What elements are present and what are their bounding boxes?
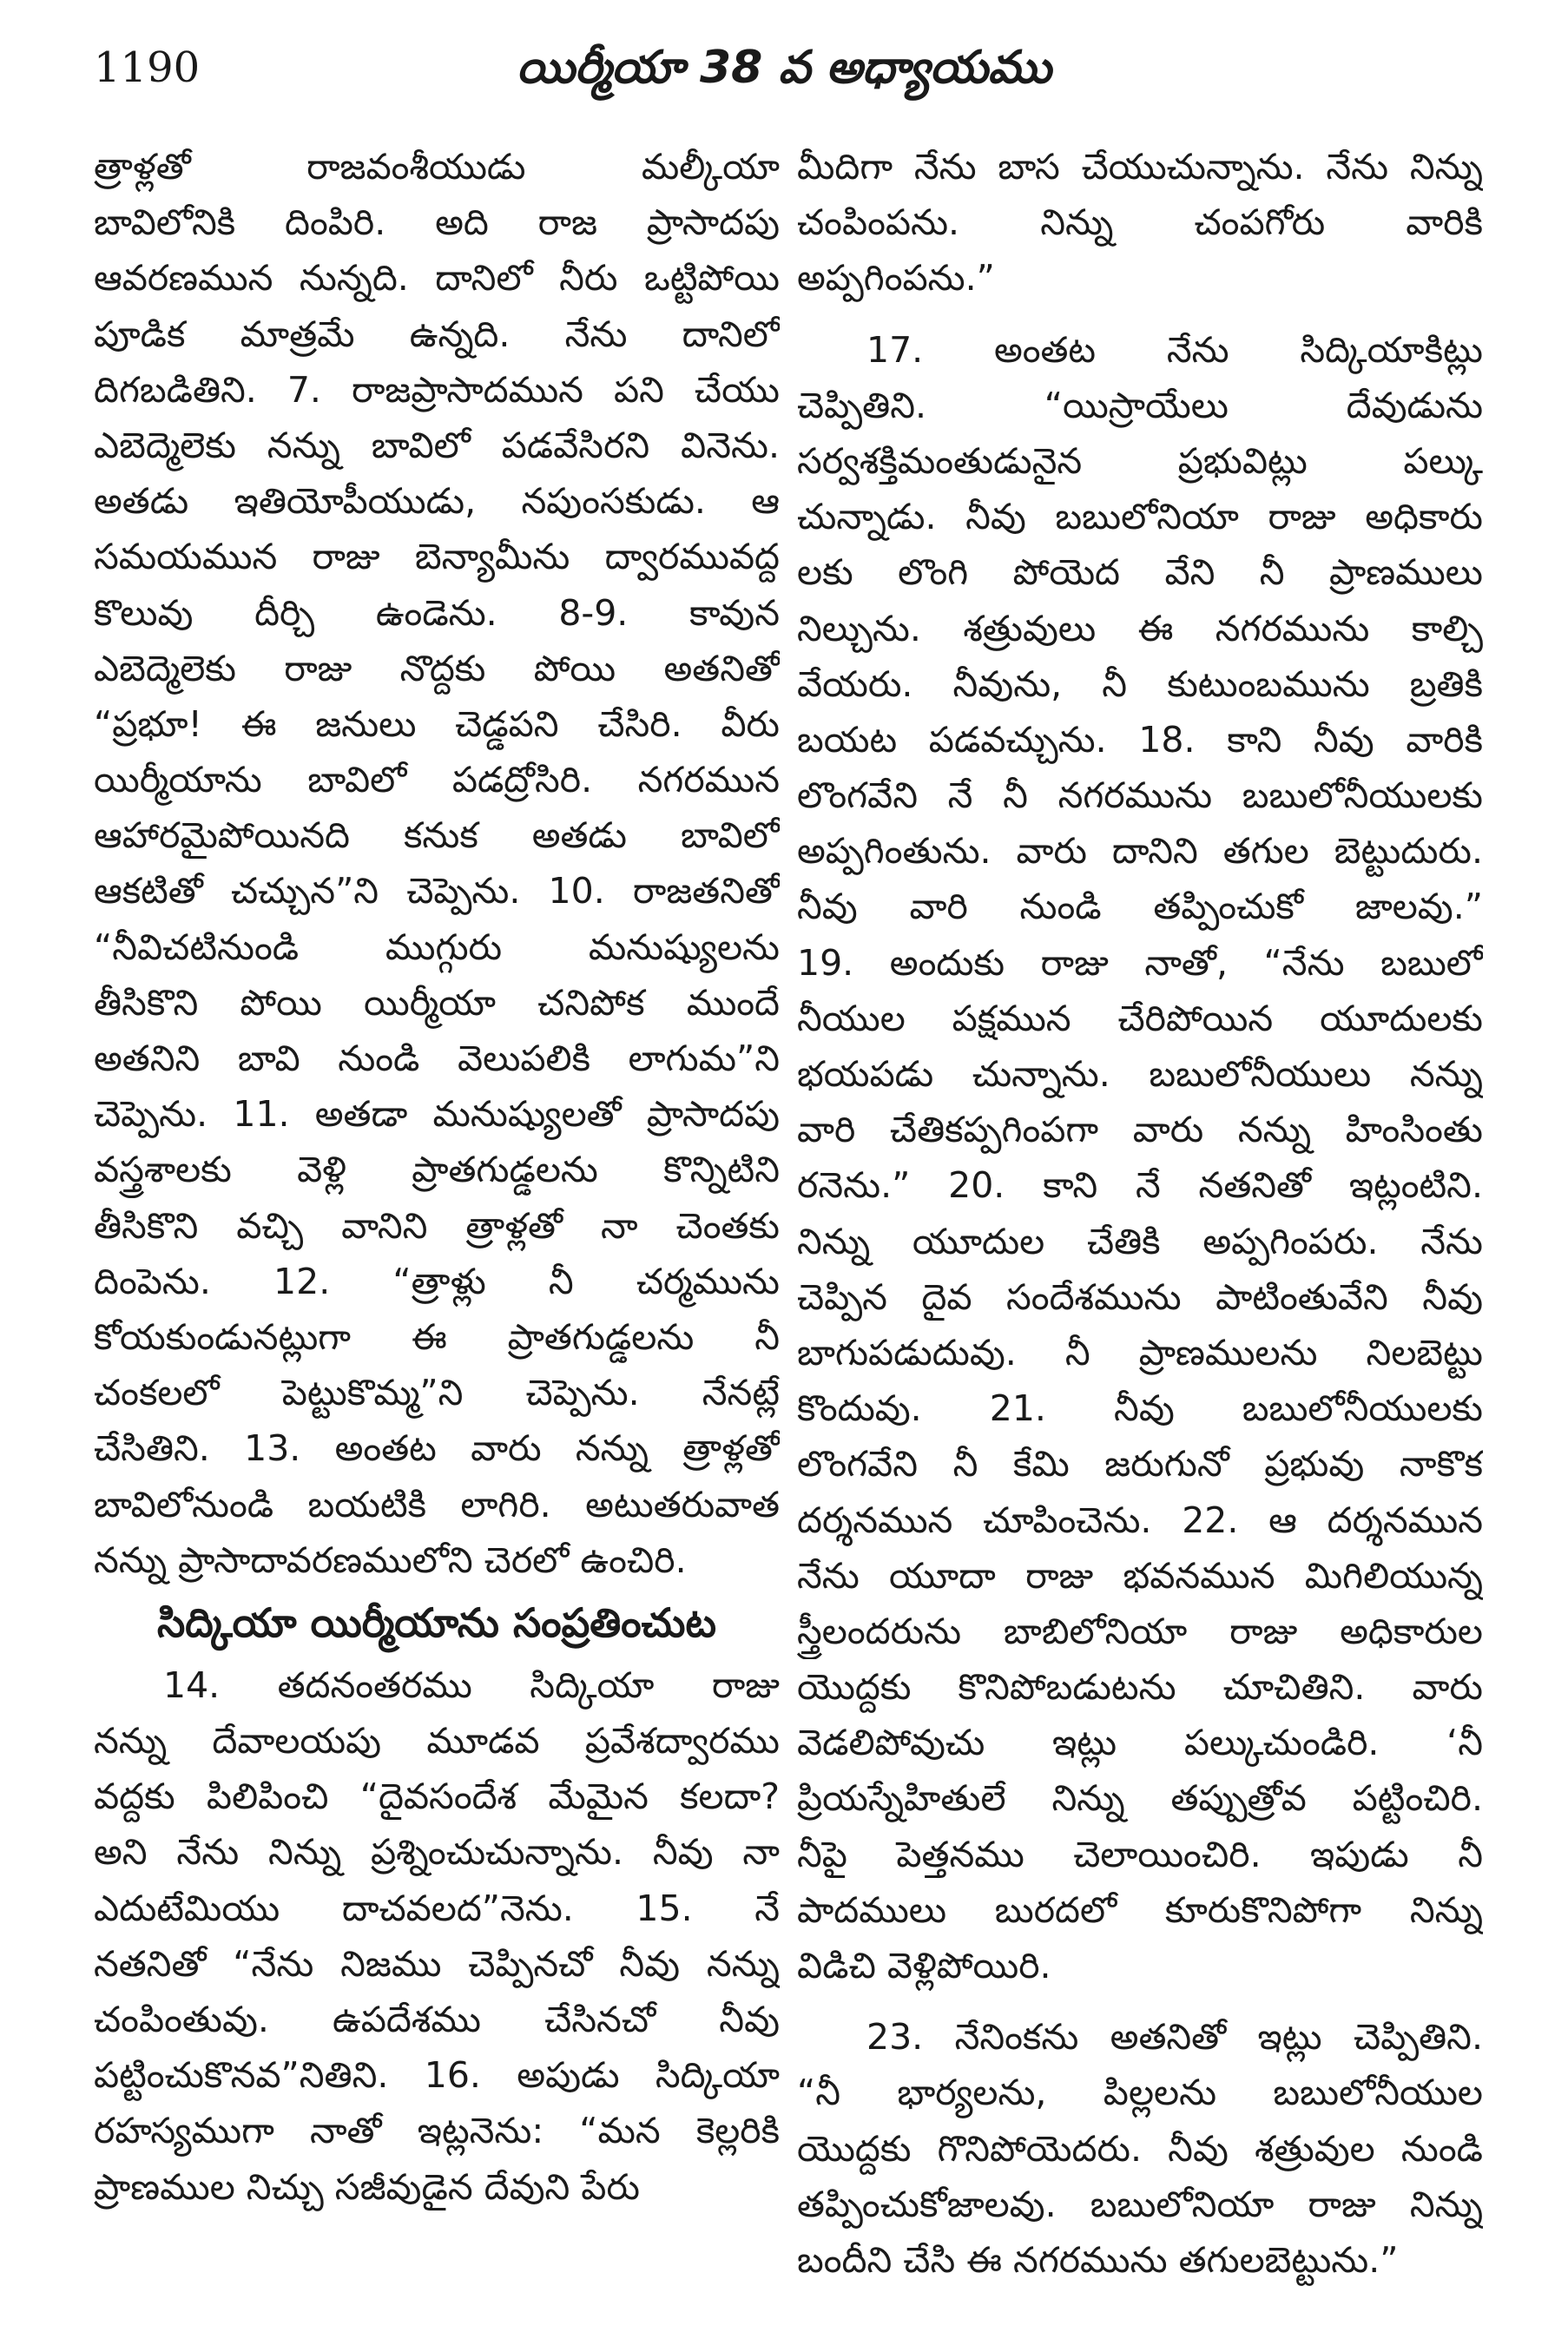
left-paragraph-14	[94, 1657, 780, 2215]
text-line: పూడిక మాత్రమే ఉన్నది. నేను దానిలో	[94, 313, 780, 355]
text-line: నేను యూదా రాజు భవనమున మిగిలియున్న	[797, 1554, 1483, 1597]
text-line: బాగుపడుదువు. నీ ప్రాణములను నిలబెట్టు	[797, 1331, 1483, 1374]
text-line: 14. తదనంతరము సిద్కియా రాజు	[163, 1664, 780, 1706]
text-line: ఎదుటేమియు దాచవలద”నెను. 15. నే	[94, 1887, 780, 1929]
text-line: కోయకుండునట్లుగా ఈ ప్రాతగుడ్డలను నీ	[94, 1315, 780, 1358]
text-line: దింపెను. 12. “త్రాళ్లు నీ చర్మమును	[94, 1260, 780, 1302]
text-line: ఆకటితో చచ్చున”ని చెప్పెను. 10. రాజతనితో	[94, 870, 780, 912]
text-line: ఆవరణమున నున్నది. దానిలో నీరు ఒట్టిపోయి	[94, 257, 780, 300]
text-line: రనెను.” 20. కాని నే నతనితో ఇట్లంటిని.	[797, 1164, 1483, 1207]
text-line: ప్రియస్నేహితులే నిన్ను తప్పుత్రోవ పట్టించిరి.	[797, 1777, 1483, 1820]
text-line: అప్పగింపను.”	[797, 257, 995, 300]
text-line: నన్ను దేవాలయపు మూడవ ప్రవేశద్వారము	[94, 1720, 780, 1762]
text-line: సమయమున రాజు బెన్యామీను ద్వారమువద్ద	[94, 536, 780, 578]
text-line: చంకలలో పెట్టుకొమ్మ”ని చెప్పెను. నేనట్లే	[94, 1372, 780, 1414]
text-line: బయట పడవచ్చును. 18. కాని నీవు వారికి	[797, 718, 1483, 761]
text-line: దర్శనమున చూపించెను. 22. ఆ దర్శనమున	[797, 1499, 1483, 1541]
text-line: చెప్పితిని. “యిస్రాయేలు దేవుడును	[797, 384, 1483, 426]
text-line: “నీవిచటినుండి ముగ్గురు మనుష్యులను	[94, 926, 780, 968]
text-line: 17. అంతట నేను సిద్కియాకిట్లు	[866, 328, 1483, 371]
text-line: అతడు ఇతియోపీయుడు, నపుంసకుడు. ఆ	[94, 480, 780, 523]
text-line: యొద్దకు కొనిపోబడుటను చూచితిని. వారు	[797, 1666, 1483, 1709]
text-line: నీపై పెత్తనము చెలాయించిరి. ఇపుడు నీ	[797, 1833, 1483, 1875]
text-line: అని నేను నిన్ను ప్రశ్నించుచున్నాను. నీవు నా	[94, 1831, 780, 1874]
text-line: లొంగవేని నే నీ నగరమును బబులోనీయులకు	[797, 774, 1483, 817]
text-line: వేయరు. నీవును, నీ కుటుంబమును బ్రతికి	[797, 662, 1483, 705]
text-line: నిల్చును. శత్రువులు ఈ నగరమును కాల్చి	[797, 607, 1483, 649]
text-line: వద్దకు పిలిపించి “దైవసందేశ మేమైన కలదా?	[94, 1776, 780, 1818]
text-line: నీవు వారి నుండి తప్పించుకో జాలవు.”	[797, 886, 1483, 928]
text-line: చంపింపను. నిన్ను చంపగోరు వారికి	[797, 201, 1483, 244]
text-line: ఆహారమైపోయినది కనుక అతడు బావిలో	[94, 814, 780, 857]
text-line: విడిచి వెళ్లిపోయిరి.	[797, 1945, 1051, 1986]
text-line: యిర్మీయాను బావిలో పడద్రోసిరి. నగరమున	[94, 759, 780, 801]
text-line: 23. నేనింకను అతనితో ఇట్లు చెప్పితిని.	[866, 2016, 1483, 2059]
text-line: కొందువు. 21. నీవు బబులోనీయులకు	[797, 1387, 1483, 1430]
right-paragraph-17	[797, 322, 1483, 1994]
text-line: బందీని చేసి ఈ నగరమును తగులబెట్టును.”	[797, 2238, 1399, 2281]
text-line: కొలువు దీర్చి ఉండెను. 8-9. కావున	[94, 591, 780, 634]
text-line: బావిలోనుండి బయటికి లాగిరి. అటుతరువాత	[94, 1483, 780, 1525]
text-line: నతనితో “నేను నిజము చెప్పినచో నీవు నన్ను	[94, 1942, 780, 1985]
text-line: చంపింతువు. ఉపదేశము చేసినచో నీవు	[94, 1999, 780, 2040]
text-line: వెడలిపోవుచు ఇట్లు పల్కుచుండిరి. ‘నీ	[797, 1722, 1483, 1764]
text-line: భయపడు చున్నాను. బబులోనీయులు నన్ను	[797, 1053, 1483, 1095]
text-line: అతనిని బావి నుండి వెలుపలికి లాగుమ”ని	[94, 1038, 780, 1079]
text-line: వారి చేతికప్పగింపగా వారు నన్ను హింసింతు	[797, 1109, 1483, 1151]
text-line: సర్వశక్తిమంతుడునైన ప్రభువిట్లు పల్కు	[797, 439, 1483, 482]
text-line: బావిలోనికి దింపిరి. అది రాజ ప్రాసాదపు	[94, 201, 780, 244]
text-line: “నీ భార్యలను, పిల్లలను బబులోనీయుల	[797, 2072, 1483, 2114]
text-line: నిన్ను యూదుల చేతికి అప్పగింపరు. నేను	[797, 1220, 1483, 1262]
text-line: “ప్రభూ! ఈ జనులు చెడ్డపని చేసిరి. వీరు	[94, 702, 780, 745]
left-column	[94, 139, 780, 2215]
text-line: నీయుల పక్షమున చేరిపోయిన యూదులకు	[797, 997, 1483, 1039]
text-line: స్త్రీలందరును బాబిలోనియా రాజు అధికారుల	[797, 1610, 1483, 1652]
right-paragraph-1	[797, 139, 1483, 306]
text-line: పట్టించుకొనవ”నితిని. 16. అపుడు సిద్కియా	[94, 2054, 780, 2097]
text-line: 19. అందుకు రాజు నాతో, “నేను బబులో	[797, 941, 1483, 984]
text-line: దిగబడితిని. 7. రాజప్రాసాదమున పని చేయు	[94, 368, 780, 411]
left-paragraph	[94, 139, 780, 1588]
section-heading: సిద్కియా యిర్మీయాను సంప్రతించుట	[157, 1598, 716, 1646]
text-line: లకు లొంగి పోయెద వేని నీ ప్రాణములు	[797, 551, 1483, 594]
text-line: చున్నాడు. నీవు బబులోనియా రాజు అధికారు	[797, 496, 1483, 538]
text-line: చెప్పెను. 11. అతడా మనుష్యులతో ప్రాసాదపు	[94, 1093, 780, 1136]
running-title: యిర్మీయా 38 వ అధ్యాయము	[517, 42, 1051, 94]
text-line: ఎబెద్మెలెకు నన్ను బావిలో పడవేసిరని వినెను.	[94, 424, 780, 466]
text-line: మీదిగా నేను బాస చేయుచున్నాను. నేను నిన్ను	[797, 146, 1483, 188]
text-line: ప్రాణముల నిచ్చు సజీవుడైన దేవుని పేరు	[94, 2165, 640, 2208]
text-line: తీసికొని వచ్చి వానిని త్రాళ్లతో నా చెంతకు	[94, 1204, 780, 1247]
text-line: యొద్దకు గొనిపోయెదరు. నీవు శత్రువుల నుండి	[797, 2127, 1483, 2170]
text-line: చేసితిని. 13. అంతట వారు నన్ను త్రాళ్లతో	[94, 1427, 780, 1470]
text-line: వస్త్రశాలకు వెళ్లి ప్రాతగుడ్డలను కొన్నిటిని	[94, 1149, 780, 1191]
text-line: నన్ను ప్రాసాదావరణములోని చెరలో ఉంచిరి.	[94, 1538, 687, 1581]
text-line: తీసికొని పోయి యిర్మీయా చనిపోక ముందే	[94, 981, 780, 1024]
text-line: ఎబెద్మెలెకు రాజు నొద్దకు పోయి అతనితో	[94, 647, 780, 689]
page-number: 1190	[94, 43, 201, 92]
text-line: లొంగవేని నీ కేమి జరుగునో ప్రభువు నాకొక	[797, 1443, 1483, 1486]
right-column	[797, 139, 1483, 2288]
text-line: రహస్యముగా నాతో ఇట్లనెను: “మన కెల్లరికి	[94, 2110, 780, 2152]
text-line: త్రాళ్లతో రాజవంశీయుడు మల్కీయా	[94, 146, 780, 188]
text-line: చెప్పిన దైవ సందేశమును పాటింతువేని నీవు	[797, 1275, 1483, 1318]
right-paragraph-23	[797, 2009, 1483, 2288]
paragraph-gap	[797, 306, 1483, 322]
paragraph-gap	[797, 1993, 1483, 2009]
text-line: పాదములు బురదలో కూరుకొనిపోగా నిన్ను	[797, 1888, 1483, 1931]
text-line: తప్పించుకోజాలవు. బబులోనియా రాజు నిన్ను	[797, 2183, 1483, 2225]
text-line: అప్పగింతును. వారు దానిని తగుల బెట్టుదురు.	[797, 830, 1483, 873]
